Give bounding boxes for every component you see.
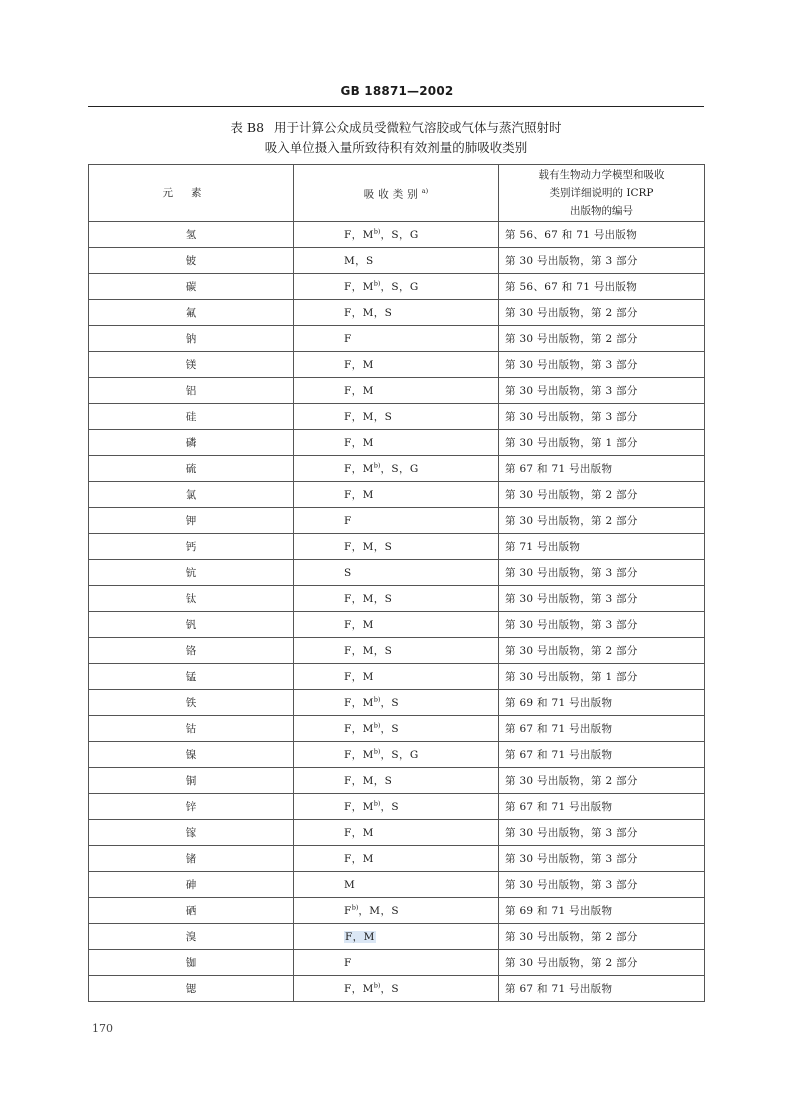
icrp-publication-cell: 第 30 号出版物，第 2 部分 [499, 950, 705, 976]
element-cell: 铬 [89, 638, 294, 664]
header-rule [88, 106, 704, 107]
table-row [89, 456, 705, 482]
absorption-class-value: F，M，S [344, 593, 393, 605]
absorption-class-value: M，S [344, 255, 374, 267]
table-row [89, 872, 705, 898]
icrp-publication-cell: 第 30 号出版物，第 1 部分 [499, 664, 705, 690]
footnote-b-marker: b) [373, 747, 381, 756]
table-row [89, 846, 705, 872]
absorption-class-cell [294, 846, 499, 872]
element-cell: 钪 [89, 560, 294, 586]
table-row [89, 612, 705, 638]
table-number: 表 B8 [230, 120, 265, 135]
table-row [89, 482, 705, 508]
absorption-class-cell [294, 534, 499, 560]
absorption-class-value: F，M，S [344, 645, 393, 657]
element-cell: 钛 [89, 586, 294, 612]
icrp-publication-cell: 第 67 和 71 号出版物 [499, 456, 705, 482]
absorption-class-value: F，M [344, 385, 374, 397]
absorption-class-value: F，M [344, 489, 374, 501]
table-row [89, 950, 705, 976]
table-title-line2: 吸入单位摄入量所致待积有效剂量的肺吸收类别 [264, 140, 528, 155]
icrp-publication-cell: 第 30 号出版物，第 3 部分 [499, 612, 705, 638]
header-icrp-line1: 载有生物动力学模型和吸收 [538, 169, 665, 181]
absorption-class-cell [294, 326, 499, 352]
absorption-class-cell [294, 794, 499, 820]
icrp-publication-cell: 第 30 号出版物，第 2 部分 [499, 508, 705, 534]
table-row [89, 404, 705, 430]
icrp-publication-cell: 第 30 号出版物，第 3 部分 [499, 352, 705, 378]
table-row [89, 508, 705, 534]
footnote-b-marker: b) [373, 695, 381, 704]
standard-code: GB 18871—2002 [340, 84, 454, 98]
header-absorption-label: 吸收类别 [363, 188, 422, 201]
absorption-class-cell [294, 664, 499, 690]
footnote-b-marker: b) [373, 799, 381, 808]
element-cell: 铷 [89, 950, 294, 976]
absorption-class-value: F，M [344, 437, 374, 449]
element-cell: 铍 [89, 248, 294, 274]
absorption-class-value-rest: ，S，G [380, 229, 419, 241]
header-icrp-line3: 出版物的编号 [570, 205, 633, 217]
absorption-class-value: F，M，S [344, 307, 393, 319]
icrp-publication-cell: 第 30 号出版物，第 3 部分 [499, 248, 705, 274]
table-row [89, 352, 705, 378]
icrp-publication-cell: 第 30 号出版物，第 3 部分 [499, 820, 705, 846]
element-cell: 钒 [89, 612, 294, 638]
icrp-publication-cell: 第 67 和 71 号出版物 [499, 794, 705, 820]
icrp-publication-cell: 第 30 号出版物，第 3 部分 [499, 378, 705, 404]
absorption-class-value: F，M，S [344, 541, 393, 553]
icrp-publication-cell: 第 30 号出版物，第 2 部分 [499, 300, 705, 326]
icrp-publication-cell: 第 67 和 71 号出版物 [499, 742, 705, 768]
absorption-class-cell [294, 768, 499, 794]
table-row [89, 898, 705, 924]
absorption-class-value: F，M [344, 229, 374, 241]
table-row [89, 586, 705, 612]
header-element [89, 165, 294, 222]
icrp-publication-cell: 第 30 号出版物，第 2 部分 [499, 924, 705, 950]
absorption-class-value: F [344, 514, 352, 527]
absorption-class-value-rest: ，S [380, 801, 399, 813]
icrp-publication-cell: 第 30 号出版物，第 1 部分 [499, 430, 705, 456]
table-row [89, 976, 705, 1002]
element-cell: 锰 [89, 664, 294, 690]
absorption-class-value: F，M [344, 697, 374, 709]
absorption-class-value: F，M [344, 281, 374, 293]
element-cell: 锶 [89, 976, 294, 1002]
absorption-class-value: F，M [344, 671, 374, 683]
icrp-publication-cell: 第 69 和 71 号出版物 [499, 690, 705, 716]
table-row [89, 924, 705, 950]
absorption-class-value: F，M [344, 463, 374, 475]
absorption-class-cell [294, 508, 499, 534]
absorption-class-value: F，M [344, 359, 374, 371]
absorption-class-cell [294, 352, 499, 378]
icrp-publication-cell: 第 30 号出版物，第 3 部分 [499, 586, 705, 612]
element-cell: 砷 [89, 872, 294, 898]
page-number: 170 [92, 1022, 113, 1035]
absorption-class-value: M [344, 878, 356, 891]
element-cell: 锗 [89, 846, 294, 872]
absorption-class-value: F，M [344, 827, 374, 839]
absorption-class-value: S [344, 566, 352, 579]
header-absorption [294, 165, 499, 222]
absorption-class-cell [294, 690, 499, 716]
header-icrp-publication [499, 165, 705, 222]
table-row [89, 794, 705, 820]
icrp-publication-cell: 第 30 号出版物，第 2 部分 [499, 326, 705, 352]
header-icrp-line2: 类别详细说明的 ICRP [549, 187, 654, 199]
absorption-class-cell [294, 560, 499, 586]
element-cell: 碳 [89, 274, 294, 300]
element-cell: 磷 [89, 430, 294, 456]
absorption-class-value-rest: ，S，G [380, 749, 419, 761]
element-cell: 氟 [89, 300, 294, 326]
element-cell: 硅 [89, 404, 294, 430]
element-cell: 铁 [89, 690, 294, 716]
footnote-b-marker: b) [373, 227, 381, 236]
table-row [89, 378, 705, 404]
absorption-class-cell [294, 742, 499, 768]
absorption-class-value: F [344, 905, 352, 917]
table-row [89, 430, 705, 456]
element-cell: 钠 [89, 326, 294, 352]
table-row [89, 274, 705, 300]
absorption-class-cell [294, 976, 499, 1002]
icrp-publication-cell: 第 69 和 71 号出版物 [499, 898, 705, 924]
table-row [89, 222, 705, 248]
absorption-class-value: F，M [344, 723, 374, 735]
absorption-class-value-rest: ，S [380, 697, 399, 709]
table-header-row [89, 165, 705, 222]
footnote-b-marker: b) [373, 981, 381, 990]
icrp-publication-cell: 第 67 和 71 号出版物 [499, 716, 705, 742]
absorption-class-cell [294, 300, 499, 326]
absorption-class-cell [294, 872, 499, 898]
icrp-publication-cell: 第 71 号出版物 [499, 534, 705, 560]
element-cell: 钴 [89, 716, 294, 742]
absorption-class-value-rest: ，S，G [380, 281, 419, 293]
absorption-class-cell [294, 924, 499, 950]
element-cell: 锌 [89, 794, 294, 820]
icrp-publication-cell: 第 56、67 和 71 号出版物 [499, 222, 705, 248]
icrp-publication-cell: 第 56、67 和 71 号出版物 [499, 274, 705, 300]
absorption-class-table [88, 164, 705, 1002]
absorption-class-cell [294, 586, 499, 612]
icrp-publication-cell: 第 30 号出版物，第 3 部分 [499, 846, 705, 872]
element-cell: 氢 [89, 222, 294, 248]
absorption-class-cell [294, 482, 499, 508]
absorption-class-cell [294, 404, 499, 430]
icrp-publication-cell: 第 30 号出版物，第 2 部分 [499, 768, 705, 794]
absorption-class-value: F，M，S [344, 775, 393, 787]
icrp-publication-cell: 第 30 号出版物，第 2 部分 [499, 638, 705, 664]
table-row [89, 248, 705, 274]
element-cell: 溴 [89, 924, 294, 950]
table-row [89, 820, 705, 846]
table-row [89, 326, 705, 352]
absorption-class-value: F，M [344, 801, 374, 813]
absorption-class-value: F，M [344, 619, 374, 631]
footnote-b-marker: b) [373, 461, 381, 470]
absorption-class-cell [294, 378, 499, 404]
table-row [89, 742, 705, 768]
icrp-publication-cell: 第 30 号出版物，第 3 部分 [499, 872, 705, 898]
icrp-publication-cell: 第 30 号出版物，第 3 部分 [499, 404, 705, 430]
element-cell: 氯 [89, 482, 294, 508]
absorption-class-cell [294, 274, 499, 300]
table-row [89, 690, 705, 716]
absorption-class-value: F，M [344, 983, 374, 995]
absorption-class-value: F [344, 332, 352, 345]
absorption-class-cell [294, 430, 499, 456]
header-element-label: 元素 [162, 187, 220, 199]
element-cell: 钙 [89, 534, 294, 560]
element-cell: 硫 [89, 456, 294, 482]
absorption-class-value-rest: ，S [380, 723, 399, 735]
absorption-class-cell [294, 716, 499, 742]
element-cell: 镍 [89, 742, 294, 768]
absorption-class-cell [294, 612, 499, 638]
table-body [89, 222, 705, 1002]
table-row [89, 768, 705, 794]
element-cell: 铝 [89, 378, 294, 404]
table-row [89, 560, 705, 586]
absorption-class-cell [294, 898, 499, 924]
element-cell: 硒 [89, 898, 294, 924]
absorption-class-value: F，M [345, 931, 375, 943]
footnote-a-marker: a) [421, 187, 429, 196]
table-row [89, 300, 705, 326]
table-row [89, 664, 705, 690]
table-row [89, 534, 705, 560]
element-cell: 镓 [89, 820, 294, 846]
absorption-class-value: F，M [344, 853, 374, 865]
footnote-b-marker: b) [373, 721, 381, 730]
icrp-publication-cell: 第 67 和 71 号出版物 [499, 976, 705, 1002]
absorption-class-cell [294, 248, 499, 274]
footnote-b-marker: b) [351, 903, 359, 912]
absorption-class-value-rest: ，S [380, 983, 399, 995]
absorption-class-cell [294, 820, 499, 846]
element-cell: 钾 [89, 508, 294, 534]
absorption-class-value: F，M，S [344, 411, 393, 423]
absorption-class-value: F，M [344, 749, 374, 761]
footnote-b-marker: b) [373, 279, 381, 288]
absorption-class-cell [294, 950, 499, 976]
table-title-line1: 用于计算公众成员受微粒气溶胶或气体与蒸汽照射时 [274, 120, 562, 135]
absorption-class-value: F [344, 956, 352, 969]
icrp-publication-cell: 第 30 号出版物，第 2 部分 [499, 482, 705, 508]
table-row [89, 638, 705, 664]
absorption-class-cell [294, 456, 499, 482]
table-caption [88, 118, 704, 138]
absorption-class-value-rest: ，S，G [380, 463, 419, 475]
table-row [89, 716, 705, 742]
element-cell: 铜 [89, 768, 294, 794]
icrp-publication-cell: 第 30 号出版物，第 3 部分 [499, 560, 705, 586]
element-cell: 镁 [89, 352, 294, 378]
absorption-class-value-rest: ，M，S [358, 905, 399, 917]
absorption-class-cell [294, 222, 499, 248]
absorption-class-cell [294, 638, 499, 664]
